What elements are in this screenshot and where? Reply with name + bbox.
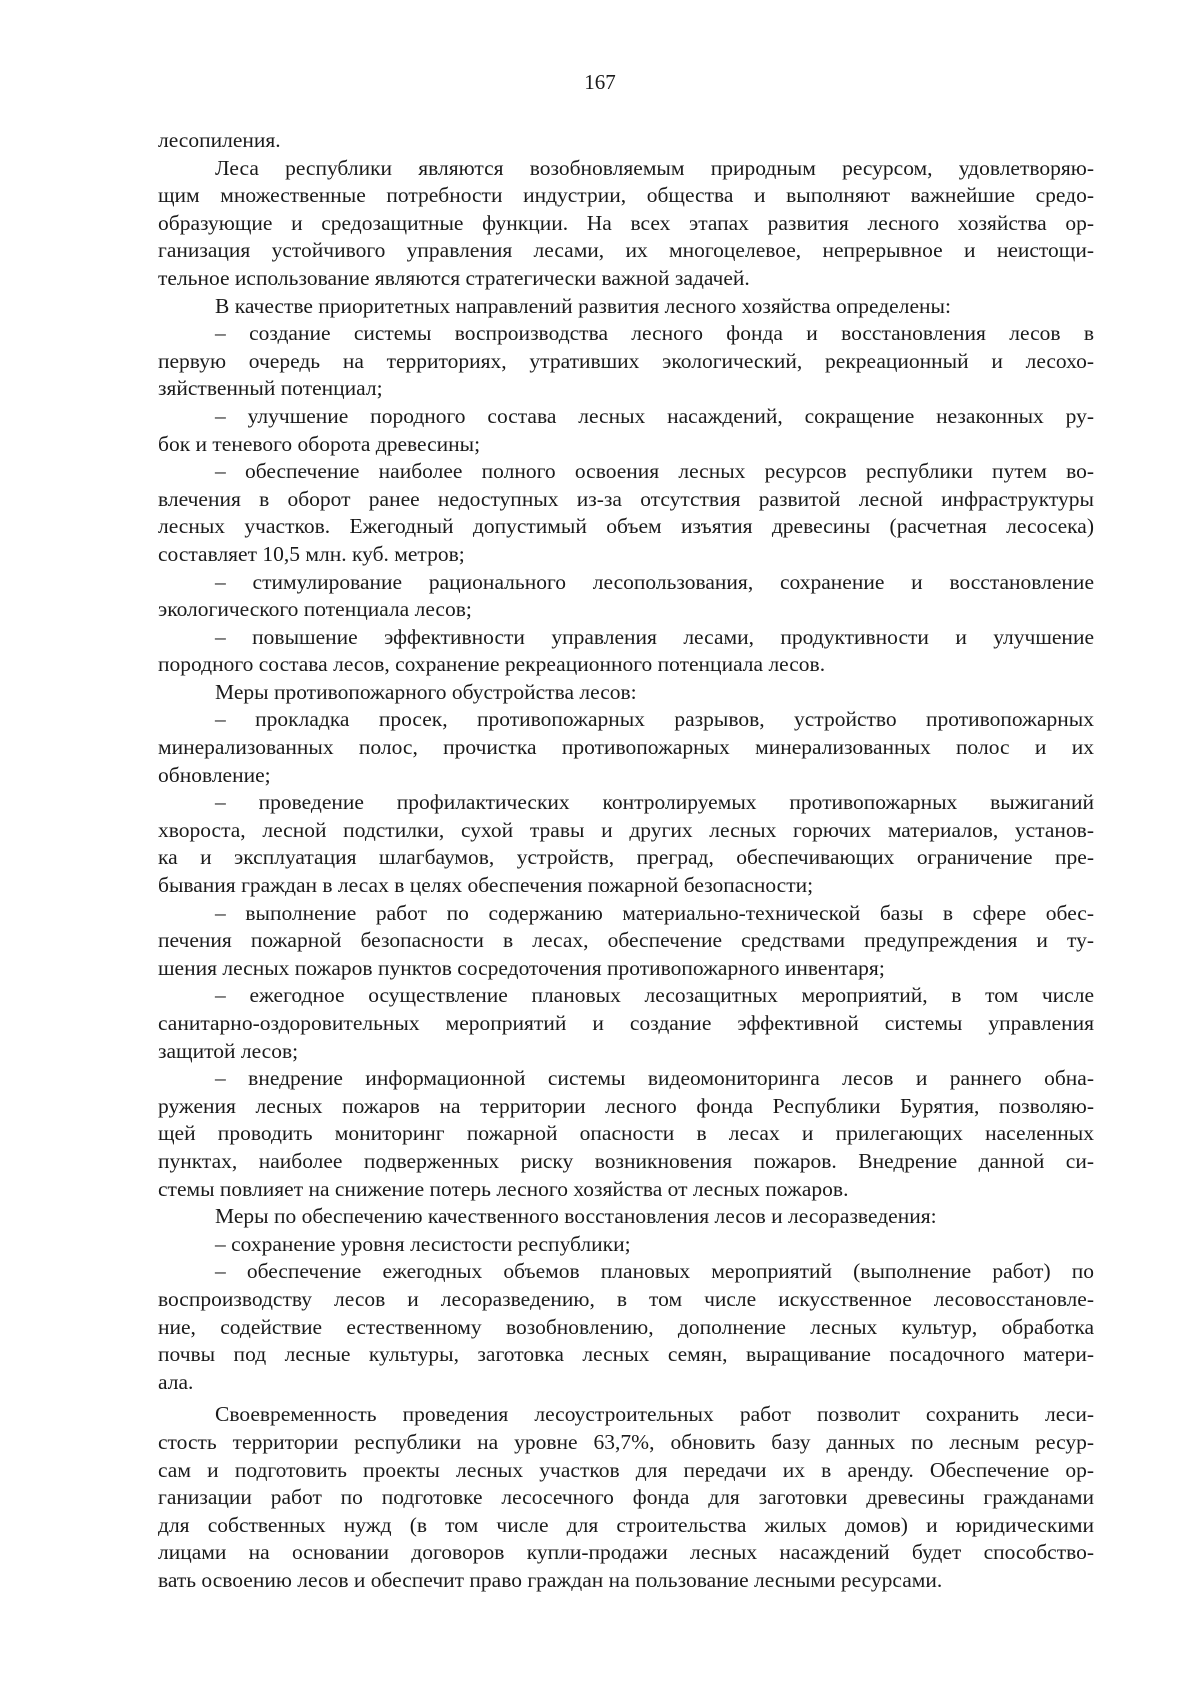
text-line: – обеспечение ежегодных объемов плановых мероприятий (выполнение работ) по <box>215 1259 1094 1284</box>
text-line: – создание системы воспроизводства лесного фонда и восстановления лесов в <box>215 321 1094 346</box>
page-number: 167 <box>584 70 616 94</box>
text-line: лесопиления. <box>158 128 281 152</box>
text-line: стость территории республики на уровне 63,7%, обновить базу данных по лесным ресур- <box>158 1429 1094 1454</box>
text-line: зяйственный потенциал; <box>158 376 383 401</box>
text-line: – проведение профилактических контролируемых противопожарных выжиганий <box>215 790 1094 815</box>
text-line: ганизации работ по подготовке лесосечного фонда для заготовки древесины гражданами <box>158 1485 1094 1510</box>
text-line: ние, содействие естественному возобновлению, дополнение лесных культур, обработка <box>158 1314 1094 1339</box>
text-line: – внедрение информационной системы видеомониторинга лесов и раннего обна- <box>215 1066 1094 1091</box>
text-line: лесных участков. Ежегодный допустимый объем изъятия древесины (расчетная лесосека) <box>158 514 1094 539</box>
text-line: В качестве приоритетных направлений развития лесного хозяйства определены: <box>215 293 951 318</box>
text-line: хвороста, лесной подстилки, сухой травы и других лесных горючих материалов, установ- <box>158 817 1094 842</box>
text-line: щей проводить мониторинг пожарной опасности в лесах и прилегающих населенных <box>158 1121 1094 1146</box>
text-line: – стимулирование рационального лесопользования, сохранение и восстановление <box>215 569 1094 594</box>
text-line: тельное использование являются стратегически важной задачей. <box>158 265 750 290</box>
text-line: – повышение эффективности управления лесами, продуктивности и улучшение <box>215 624 1094 649</box>
text-line: Леса республики являются возобновляемым природным ресурсом, удовлетворяю- <box>215 155 1094 180</box>
text-line: бывания граждан в лесах в целях обеспечения пожарной безопасности; <box>158 873 814 898</box>
text-line: минерализованных полос, прочистка противопожарных минерализованных полос и их <box>158 735 1094 760</box>
text-line: экологического потенциала лесов; <box>158 597 472 622</box>
text-line: – ежегодное осуществление плановых лесозащитных мероприятий, в том числе <box>215 983 1094 1008</box>
text-line: ка и эксплуатация шлагбаумов, устройств, преград, обеспечивающих ограничение пре- <box>158 845 1094 870</box>
text-line: печения пожарной безопасности в лесах, обеспечение средствами предупреждения и ту- <box>158 928 1094 953</box>
text-line: щим множественные потребности индустрии, общества и выполняют важнейшие средо- <box>158 183 1094 208</box>
text-line: ала. <box>158 1369 194 1394</box>
text-line: бок и теневого оборота древесины; <box>158 431 481 456</box>
text-line: ружения лесных пожаров на территории лесного фонда Республики Бурятия, позволяю- <box>158 1093 1094 1118</box>
text-line: первую очередь на территориях, утративших экологический, рекреационный и лесохо- <box>158 348 1094 373</box>
text-line: ганизация устойчивого управления лесами, их многоцелевое, непрерывное и неистощи- <box>158 238 1094 263</box>
text-line: обновление; <box>158 762 271 787</box>
text-line: – обеспечение наиболее полного освоения лесных ресурсов республики путем во- <box>215 459 1094 484</box>
text-line: – сохранение уровня лесистости республики; <box>215 1231 631 1256</box>
text-line: сам и подготовить проекты лесных участков для передачи их в аренду. Обеспечение ор- <box>158 1457 1094 1482</box>
text-line: воспроизводству лесов и лесоразведению, в том числе искусственное лесовосстановле- <box>158 1286 1094 1311</box>
text-line: Своевременность проведения лесоустроительных работ позволит сохранить леси- <box>215 1402 1094 1427</box>
text-line: почвы под лесные культуры, заготовка лесных семян, выращивание посадочного матери- <box>158 1342 1094 1367</box>
text-line: стемы повлияет на снижение потерь лесного хозяйства от лесных пожаров. <box>158 1176 849 1201</box>
text-line: – выполнение работ по содержанию материально-технической базы в сфере обес- <box>215 900 1094 925</box>
text-line: – улучшение породного состава лесных насаждений, сокращение незаконных ру- <box>215 403 1094 428</box>
text-line: породного состава лесов, сохранение рекреационного потенциала лесов. <box>158 652 826 677</box>
text-line: вать освоению лесов и обеспечит право граждан на пользование лесными ресурсами. <box>158 1567 943 1592</box>
text-line: защитой лесов; <box>158 1038 299 1063</box>
text-line: влечения в оборот ранее недоступных из-за отсутствия развитой лесной инфраструктуры <box>158 486 1094 511</box>
text-line: пунктах, наиболее подверженных риску возникновения пожаров. Внедрение данной си- <box>158 1148 1094 1173</box>
text-line: Меры по обеспечению качественного восстановления лесов и лесоразведения: <box>215 1204 937 1229</box>
text-line: составляет 10,5 млн. куб. метров; <box>158 541 465 566</box>
text-line: для собственных нужд (в том числе для строительства жилых домов) и юридическими <box>158 1512 1094 1537</box>
document-body <box>158 127 1094 1594</box>
text-line: санитарно-оздоровительных мероприятий и создание эффективной системы управления <box>158 1011 1094 1035</box>
text-line: – прокладка просек, противопожарных разрывов, устройство противопожарных <box>215 707 1094 732</box>
text-line: лицами на основании договоров купли-продажи лесных насаждений будет способство- <box>158 1540 1094 1565</box>
text-line: образующие и средозащитные функции. На всех этапах развития лесного хозяйства ор- <box>158 210 1094 235</box>
text-line: Меры противопожарного обустройства лесов: <box>215 679 637 704</box>
text-line: шения лесных пожаров пунктов сосредоточения противопожарного инвентаря; <box>158 955 885 980</box>
